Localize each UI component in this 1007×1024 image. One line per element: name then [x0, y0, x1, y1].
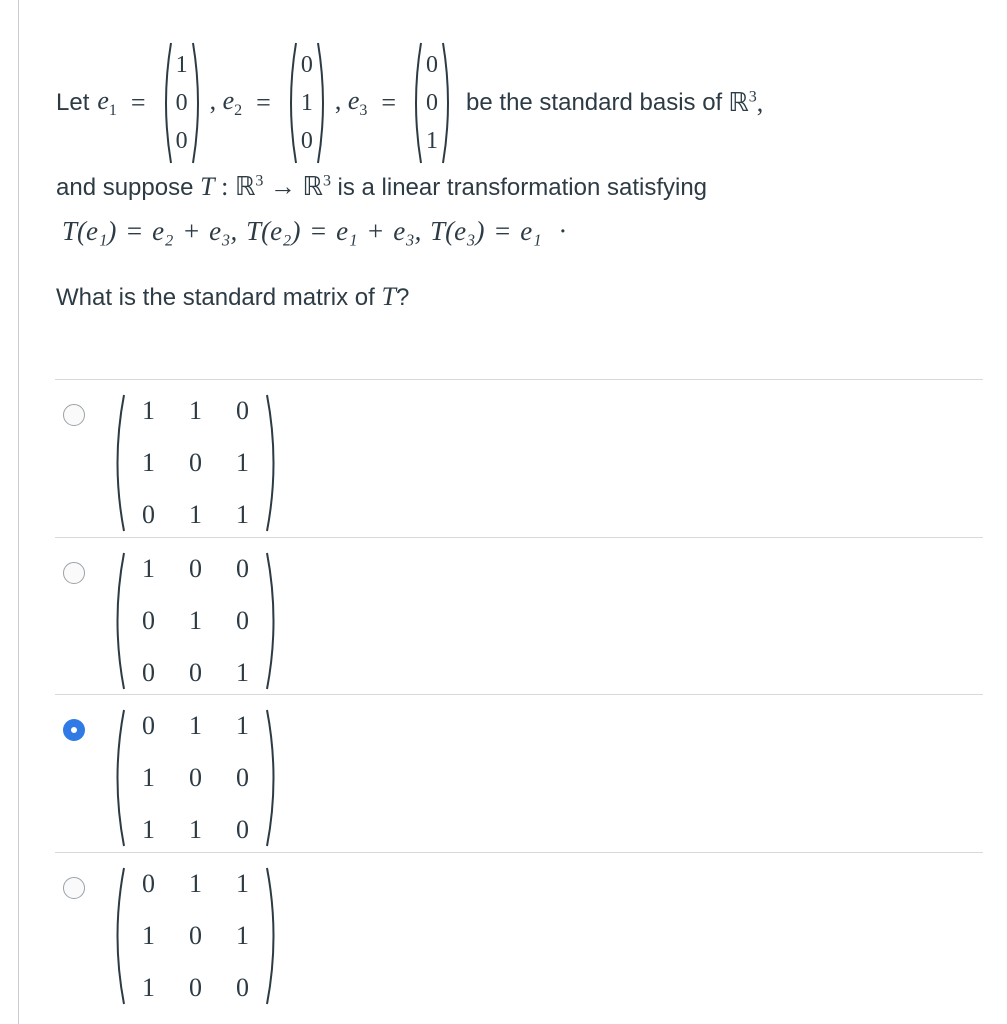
matrix-cell: 1 [236, 921, 249, 950]
matrix-cell: 1 [142, 973, 155, 1002]
e2-label: , $e_2$ [209, 85, 243, 120]
map-expression: T : ℝ$^3$ → ℝ$^3$ [200, 172, 332, 201]
answer-option-1[interactable] [55, 381, 983, 531]
answer-option-2[interactable] [55, 539, 983, 689]
matrix-cell: 0 [189, 921, 202, 950]
equation-2: T(e₂) = e₁ + e₃, [246, 216, 422, 246]
matrix-cell: 1 [142, 448, 155, 477]
vector-e1 [160, 41, 204, 165]
equation-3: T(e₃) = e₁ [430, 216, 542, 246]
matrix-cell: 1 [236, 448, 249, 477]
equation-1: T(e₁) = e₂ + e₃, [62, 216, 238, 246]
matrix-cell: 0 [236, 554, 249, 583]
let-text: Let [56, 89, 90, 116]
radio-button[interactable] [63, 562, 85, 584]
question-prompt: What is the standard matrix of T? [56, 282, 410, 311]
matrix-cell: 0 [236, 396, 249, 425]
matrix-cell: 0 [189, 763, 202, 792]
radio-button[interactable] [63, 877, 85, 899]
equals-sign: = [130, 88, 146, 117]
matrix-cell: 1 [142, 763, 155, 792]
equals-sign: = [381, 88, 397, 117]
vector-entry: 0 [175, 90, 188, 116]
vector-entry: 1 [426, 128, 439, 154]
vector-e3 [410, 41, 454, 165]
vector-e2 [285, 41, 329, 165]
vector-entry: 0 [300, 128, 313, 154]
e3-label: , $e_3$ [334, 85, 368, 120]
matrix-cell: 1 [236, 500, 249, 529]
matrix-cell: 0 [142, 658, 155, 687]
basis-line [56, 38, 763, 168]
vector-entry: 1 [300, 90, 313, 116]
left-border [18, 0, 19, 1024]
matrix-cell: 0 [236, 763, 249, 792]
matrix-cell: 0 [142, 500, 155, 529]
matrix-cell: 1 [189, 711, 202, 740]
equation-end: · [558, 216, 568, 246]
matrix-cell: 0 [189, 448, 202, 477]
answer-option-4[interactable] [55, 854, 983, 1004]
matrix-cell: 1 [236, 711, 249, 740]
matrix-cell: 1 [189, 396, 202, 425]
radio-button-selected[interactable] [63, 719, 85, 741]
vector-entry: 1 [175, 52, 188, 78]
matrix-cell: 1 [142, 815, 155, 844]
suppose-line [56, 172, 707, 202]
matrix-cell: 1 [189, 606, 202, 635]
matrix-cell: 0 [142, 711, 155, 740]
vector-entry: 0 [300, 52, 313, 78]
suppose-prefix: and suppose [56, 174, 194, 201]
matrix-cell: 1 [189, 869, 202, 898]
matrix-cell: 1 [142, 396, 155, 425]
option-divider [55, 537, 983, 538]
matrix-cell: 0 [236, 973, 249, 1002]
vector-entry: 0 [426, 90, 439, 116]
e1-label: $e_1$ [97, 85, 117, 120]
option-divider [55, 694, 983, 695]
suppose-tail: is a linear transformation satisfying [337, 174, 708, 201]
matrix-cell: 0 [236, 815, 249, 844]
vector-entry: 0 [426, 52, 439, 78]
option-matrix [111, 385, 280, 541]
matrix-cell: 0 [142, 606, 155, 635]
matrix-cell: 1 [142, 921, 155, 950]
matrix-cell: 1 [189, 815, 202, 844]
option-divider [55, 852, 983, 853]
matrix-cell: 0 [189, 554, 202, 583]
option-matrix [111, 543, 280, 699]
radio-button[interactable] [63, 404, 85, 426]
matrix-cell: 1 [189, 500, 202, 529]
matrix-cell: 1 [236, 658, 249, 687]
matrix-cell: 0 [142, 869, 155, 898]
matrix-cell: 1 [236, 869, 249, 898]
answer-option-3[interactable] [55, 696, 983, 846]
option-matrix [111, 858, 280, 1014]
equals-sign: = [256, 88, 271, 117]
r3-symbol: ℝ$^3$, [728, 88, 764, 117]
matrix-cell: 1 [142, 554, 155, 583]
matrix-cell: 0 [189, 658, 202, 687]
basis-tail-text: be the standard basis of [466, 89, 723, 116]
vector-entry: 0 [175, 128, 188, 154]
equations-line [62, 216, 567, 247]
matrix-cell: 0 [189, 973, 202, 1002]
matrix-cell: 0 [236, 606, 249, 635]
option-matrix [111, 700, 280, 856]
option-divider [55, 379, 983, 380]
